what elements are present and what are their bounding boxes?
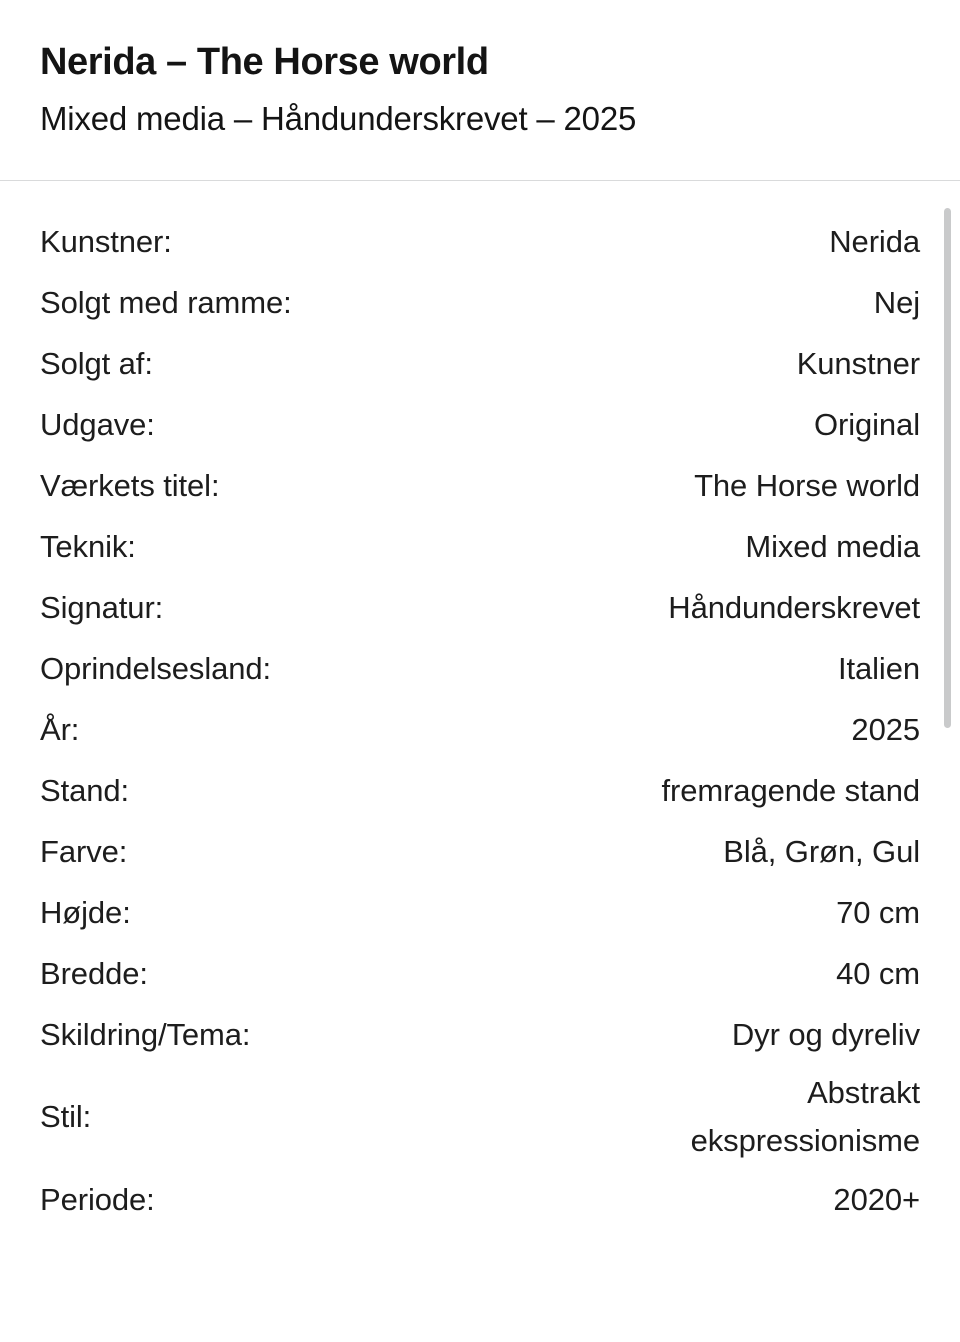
page-subtitle: Mixed media – Håndunderskrevet – 2025 <box>40 99 637 137</box>
spec-label-udgave: Udgave: <box>40 407 155 443</box>
spec-label-oprindelsesland: Oprindelsesland: <box>40 651 272 687</box>
table-row <box>40 943 920 1004</box>
table-row <box>40 1169 920 1230</box>
spec-value-farve: Blå, Grøn, Gul <box>723 834 920 870</box>
spec-label-skildring-tema: Skildring/Tema: <box>40 1017 251 1053</box>
table-row <box>40 1065 920 1169</box>
spec-value-hoejde: 70 cm <box>836 895 920 931</box>
table-row <box>40 577 920 638</box>
spec-label-stand: Stand: <box>40 773 130 809</box>
spec-label-farve: Farve: <box>40 834 128 870</box>
table-row <box>40 272 920 333</box>
spec-value-stil-line1: Abstrakt <box>807 1075 920 1111</box>
spec-label-kunstner: Kunstner: <box>40 224 172 260</box>
table-row <box>40 821 920 882</box>
spec-label-stil: Stil: <box>40 1099 92 1135</box>
spec-value-kunstner: Nerida <box>829 224 920 260</box>
specifications-table <box>40 211 920 1230</box>
spec-label-hoejde: Højde: <box>40 895 131 931</box>
spec-label-bredde: Bredde: <box>40 956 148 992</box>
table-row <box>40 455 920 516</box>
spec-value-stil <box>515 1065 920 1169</box>
spec-value-skildring-tema: Dyr og dyreliv <box>731 1017 920 1053</box>
spec-value-signatur: Håndunderskrevet <box>668 590 920 626</box>
spec-label-solgt-af: Solgt af: <box>40 346 153 382</box>
spec-value-aar: 2025 <box>851 712 920 748</box>
spec-value-stil-line2: ekspressionisme <box>690 1123 920 1159</box>
spec-value-vaerkets-titel: The Horse world <box>694 468 920 504</box>
spec-label-periode: Periode: <box>40 1182 155 1218</box>
table-row <box>40 516 920 577</box>
spec-label-solgt-med-ramme: Solgt med ramme: <box>40 285 292 321</box>
table-row <box>40 333 920 394</box>
spec-label-aar: År: <box>40 712 80 748</box>
spec-value-solgt-af: Kunstner <box>796 346 920 382</box>
page-title: Nerida – The Horse world <box>40 41 489 83</box>
spec-value-stand: fremragende stand <box>661 773 920 809</box>
spec-value-bredde: 40 cm <box>836 956 920 992</box>
table-row <box>40 699 920 760</box>
table-row <box>40 1004 920 1065</box>
table-row <box>40 394 920 455</box>
spec-value-teknik: Mixed media <box>745 529 920 565</box>
spec-value-periode: 2020+ <box>833 1182 920 1218</box>
page-header <box>0 0 960 138</box>
vertical-scrollbar[interactable] <box>944 208 952 1338</box>
spec-value-oprindelsesland: Italien <box>837 651 920 687</box>
spec-value-solgt-med-ramme: Nej <box>873 285 920 321</box>
spec-label-teknik: Teknik: <box>40 529 136 565</box>
table-row <box>40 638 920 699</box>
spec-label-vaerkets-titel: Værkets titel: <box>40 468 220 504</box>
spec-value-udgave: Original <box>813 407 920 443</box>
table-row <box>40 882 920 943</box>
specifications-section <box>0 181 960 1230</box>
table-row <box>40 760 920 821</box>
scrollbar-thumb[interactable] <box>944 208 951 728</box>
spec-label-signatur: Signatur: <box>40 590 164 626</box>
table-row <box>40 211 920 272</box>
